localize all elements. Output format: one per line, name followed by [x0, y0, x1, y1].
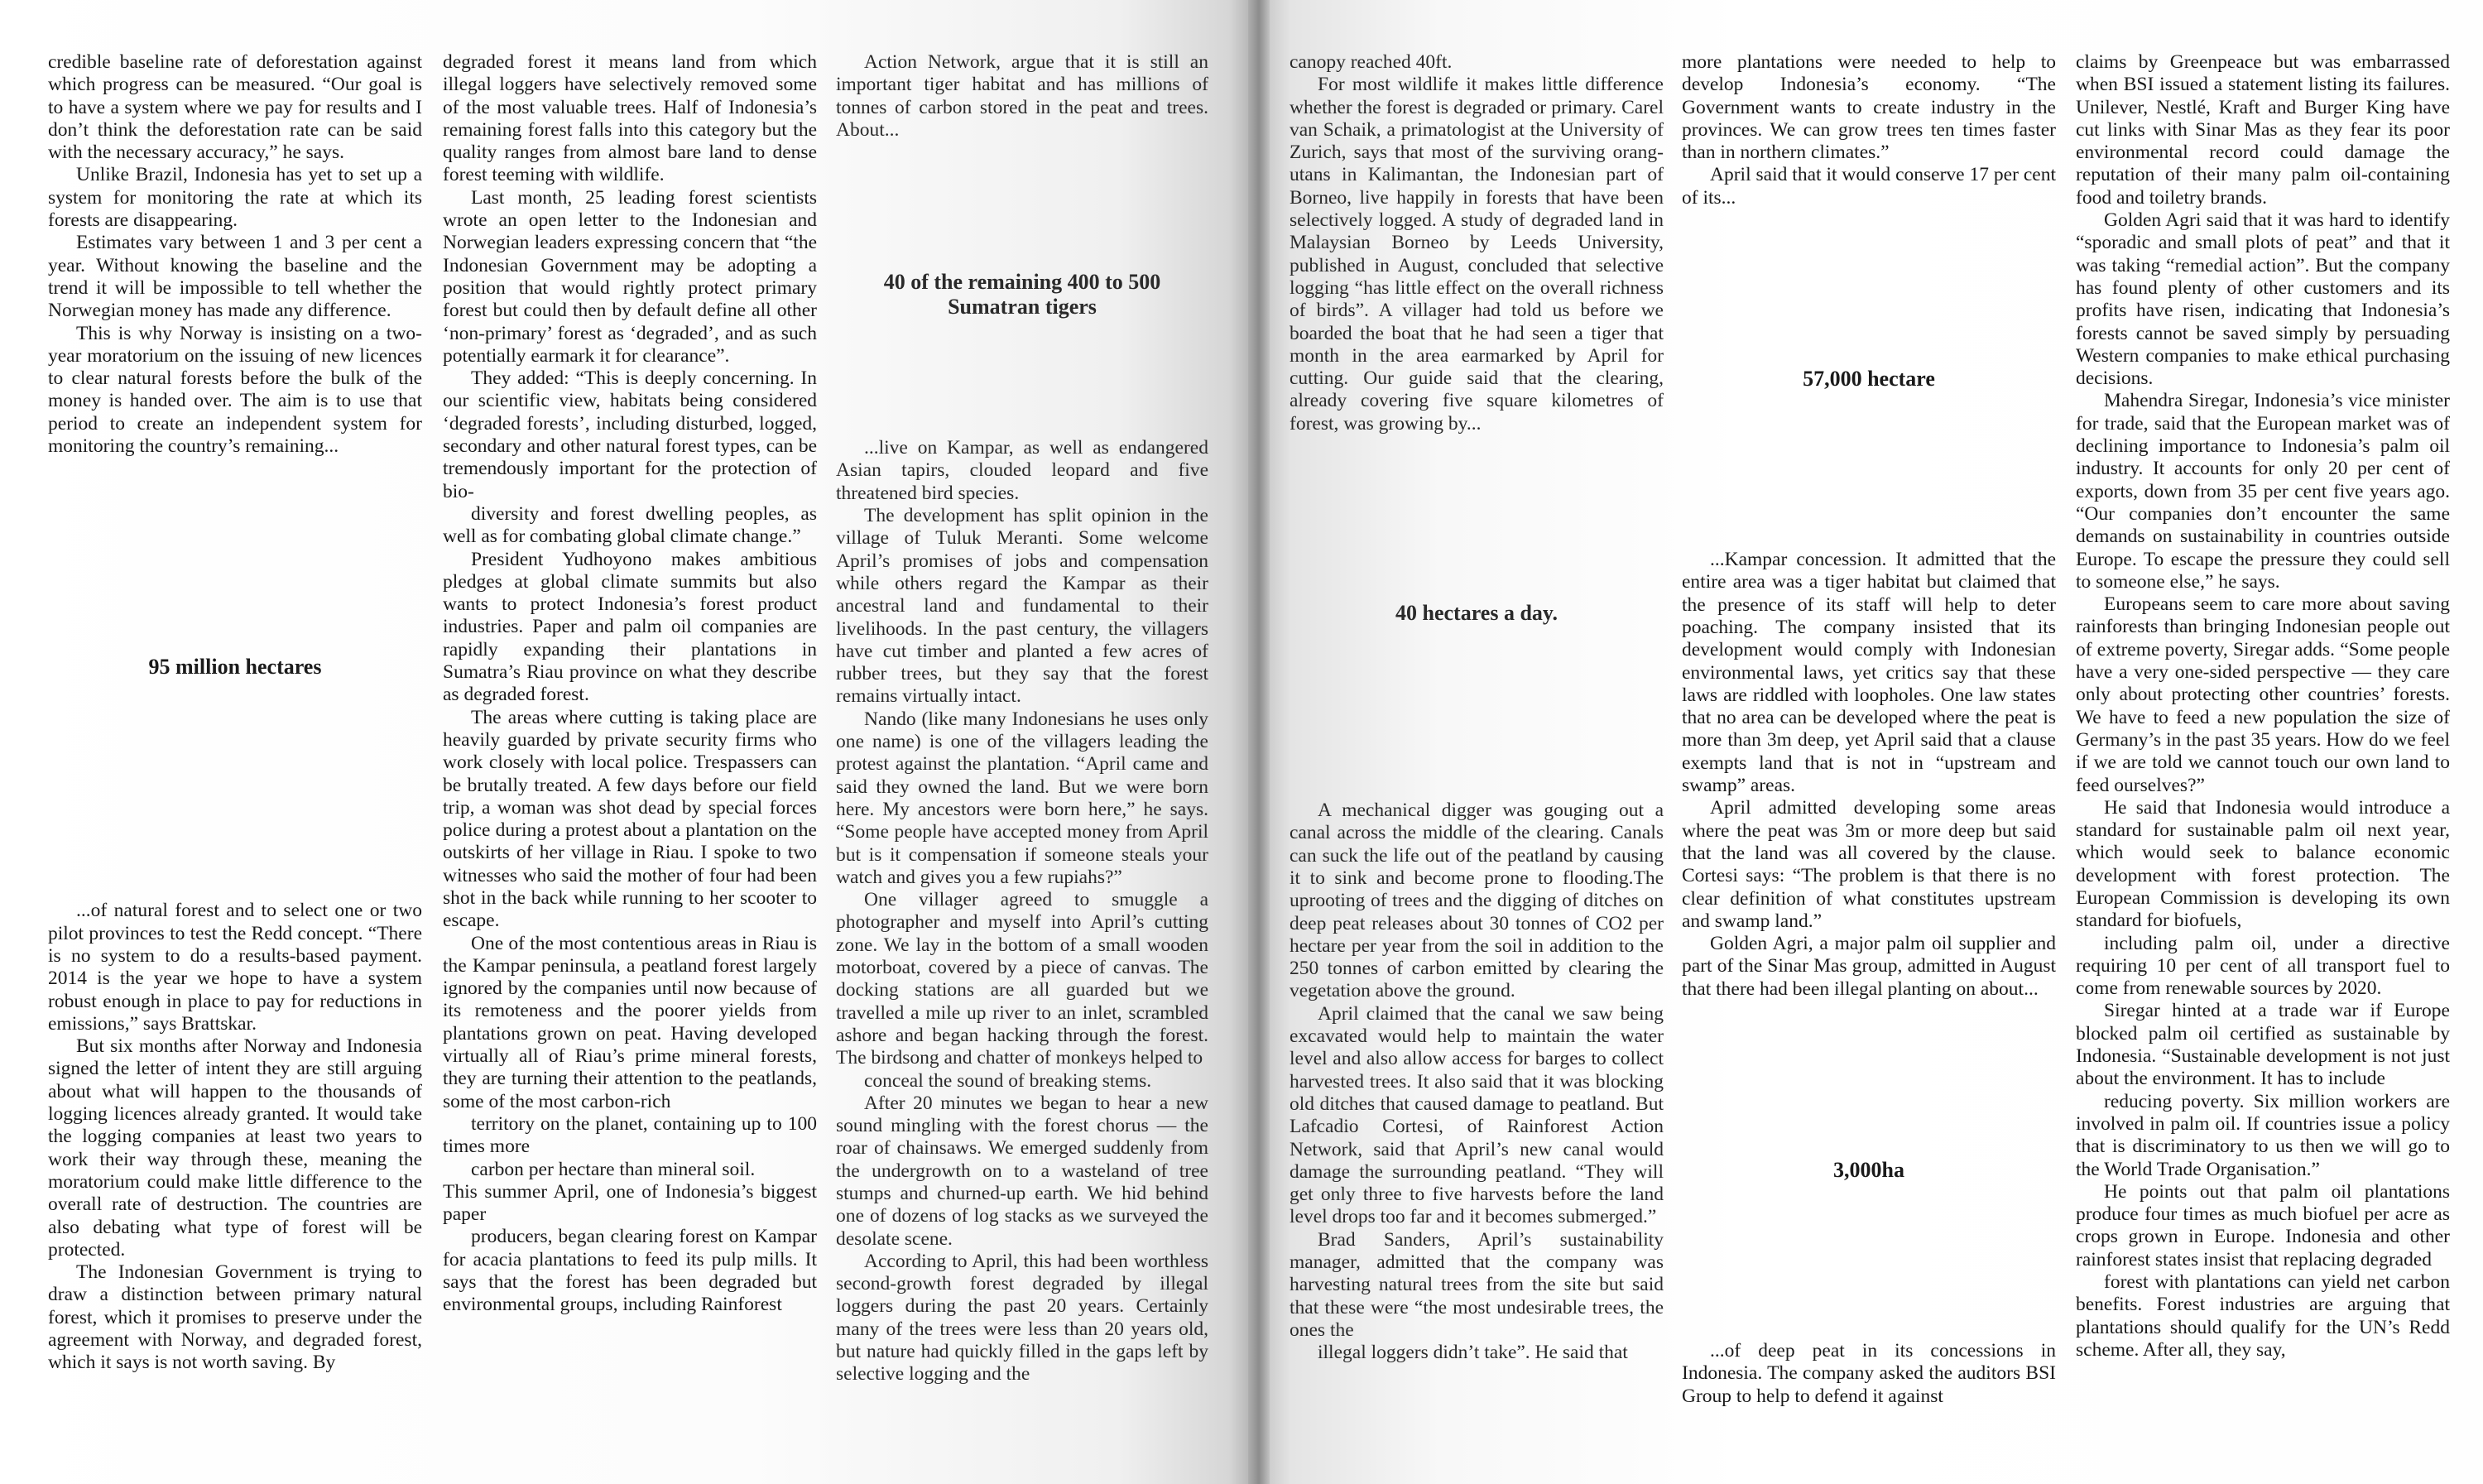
paragraph: For most wildlife it makes little difference whether the forest is degraded or primary. Carel van Schaik, a primatologist at the University of Zurich, says that most of the surviving orang-utans in Kalimantan, the Indonesian part of Borneo, live happily in forests that have been selectively logged. A study of degraded land in Malaysian Borneo by Leeds University, published in August, concluded that selective logging “has little effect on the overall richness of birds”. A villager had told us before we boarded the boat that he had seen a tiger that month in the area earmarked by April for cutting. Our guide said that the clearing, already covering five square kilometres of forest, was growing by... — [1290, 74, 1664, 435]
paragraph: credible baseline rate of deforestation against which progress can be measured. “Our goal is to have a system where we pay for results and I don’t think the deforestation rate can be said with the necessary accuracy,” he says. — [48, 51, 422, 164]
paragraph: carbon per hectare than mineral soil. — [471, 1158, 756, 1180]
paragraph: The development has split opinion in the village of Tuluk Meranti. Some welcome April’s promises of jobs and compensation while others regard the Kampar as their ancestral land and fundamental to their livelihoods. In the past century, the villagers have cut timber and planted a few acres of rubber trees, but they say that the forest remains virtually intact. — [836, 505, 1208, 708]
paragraph: Action Network, argue that it is still an important tiger habitat and has millions of tonnes of carbon stored in the peat and trees. About... — [836, 51, 1208, 141]
left-column-1 — [48, 51, 422, 1467]
paragraph: including palm oil, under a directive requiring 10 per cent of all transport fuel to come from renewable sources by 2020. — [2076, 932, 2450, 1000]
paragraph: But six months after Norway and Indonesia signed the letter of intent they are still arguing about what will happen to the thousands of logging licences already granted. It would take the logging companies at least two years to work their way through these, meaning the moratorium could make little difference to the overall rate of destruction. The countries are also debating what type of forest will be protected. — [48, 1035, 422, 1261]
left-column-3 — [836, 51, 1208, 1467]
pull-quote: 57,000 hectare — [1803, 367, 1935, 391]
paragraph: April said that it would conserve 17 per cent of its... — [1682, 164, 2056, 209]
paragraph: territory on the planet, containing up to 100 times more — [443, 1112, 817, 1158]
paragraph: According to April, this had been worthless second-growth forest degraded by illegal loggers during the past 20 years. Certainly many of the trees were less than 20 years old, but nature had quickly filled in the gaps left by selective logging and the — [836, 1250, 1208, 1386]
pull-quote: 3,000ha — [1833, 1158, 1904, 1183]
left-column-2 — [443, 51, 817, 1467]
paragraph: This summer April, one of Indonesia’s biggest paper — [443, 1180, 817, 1226]
paragraph: ...Kampar concession. It admitted that the entire area was a tiger habitat but claimed that the presence of its staff will help to deter poaching. The company insisted that its development would comply with Indonesian environmental laws, yet critics say that these laws are riddled with loopholes. One law states that no area can be developed where the peat is more than 3m deep, yet April said that a clause exempts land that is not in “upstream and swamp” areas. — [1682, 549, 2056, 797]
paragraph: diversity and forest dwelling peoples, as well as for combating global climate change.” — [443, 502, 817, 548]
paragraph: He said that Indonesia would introduce a standard for sustainable palm oil next year, which would seek to balance economic development with forest protection. The European Commission is developing its own standard for biofuels, — [2076, 796, 2450, 932]
paragraph: more plantations were needed to help to develop Indonesia’s economy. “The Government wants to create industry in the provinces. We can grow trees ten times faster than in northern climates.” — [1682, 51, 2056, 164]
pull-quote: 40 of the remaining 400 to 500 Sumatran tigers — [883, 270, 1161, 319]
paragraph: The Indonesian Government is trying to draw a distinction between primary natural forest, which it promises to preserve under the agreement with Norway, and degraded forest, which it says is not worth saving. By — [48, 1261, 422, 1374]
right-column-2 — [1682, 51, 2056, 1467]
paragraph: ...of deep peat in its concessions in Indonesia. The company asked the auditors BSI Group to help to defend it against — [1682, 1340, 2056, 1407]
paragraph: Mahendra Siregar, Indonesia’s vice minister for trade, said that the European market was of declining importance to Indonesia’s palm oil industry. It accounts for only 20 per cent of exports, down from 35 per cent five years ago. “Our companies don’t encounter the same demands on sustainability in countries outside Europe. To escape the pressure they could sell to someone else,” he says. — [2076, 390, 2450, 593]
paragraph: claims by Greenpeace but was embarrassed when BSI issued a statement listing its failures. Unilever, Nestlé, Kraft and Burger King have cut links with Sinar Mas as they fear its poor environmental record could damage the reputation of their many palm oil-containing food and toiletry brands. — [2076, 51, 2450, 209]
paragraph: Golden Agri, a major palm oil supplier and part of the Sinar Mas group, admitted in August that there had been illegal planting on about... — [1682, 933, 2056, 1000]
paragraph: One villager agreed to smuggle a photographer and myself into April’s cutting zone. We lay in the bottom of a small wooden motorboat, covered by a piece of canvas. The docking stations are all guarded but we travelled a mile up river to an inlet, scrambled ashore and began hacking through the forest. The birdsong and chatter of monkeys helped to — [836, 889, 1208, 1069]
right-column-1 — [1290, 51, 1664, 1467]
paragraph: Last month, 25 leading forest scientists wrote an open letter to the Indonesian and Norwegian leaders expressing concern that “the Indonesian Government may be adopting a position that would rightly protect primary forest but could then by default define all other ‘non-primary’ forest as ‘degraded’, and as such potentially earmark it for clearance”. — [443, 186, 817, 367]
right-page — [1266, 0, 2483, 1484]
right-column-3 — [2076, 51, 2450, 1467]
paragraph: ...live on Kampar, as well as endangered Asian tapirs, clouded leopard and five threatened bird species. — [836, 437, 1208, 504]
pull-quote: 40 hectares a day. — [1395, 601, 1558, 626]
paragraph: This is why Norway is insisting on a two-year moratorium on the issuing of new licences to clear natural forests before the bulk of the money is handed over. The aim is to use that period to create an independent system for monitoring the country’s remaining... — [48, 322, 422, 458]
paragraph: degraded forest it means land from which illegal loggers have selectively removed some of the most valuable trees. Half of Indonesia’s remaining forest falls into this category but the quality ranges from almost bare land to dense forest teeming with wildlife. — [443, 51, 817, 186]
paragraph: Nando (like many Indonesians he uses only one name) is one of the villagers leading the protest against the plantation. “April came and said they owned the land. But we were born here. My ancestors were born here,” he says. “Some people have accepted money from April but is it compensation if someone steals your watch and gives you a few rupiahs?” — [836, 708, 1208, 888]
pull-quote: 95 million hectares — [148, 655, 322, 680]
paragraph: Golden Agri said that it was hard to identify “sporadic and small plots of peat” and that it was taking “remedial action”. But the company has found plenty of other customers and its profits have risen, indicating that Indonesia’s forests cannot be saved simply by persuading Western companies to make ethical purchasing decisions. — [2076, 209, 2450, 390]
paragraph: They added: “This is deeply concerning. In our scientific view, habitats being considered ‘degraded forests’, including disturbed, logged, secondary and other natural forest types, can be tremendously important for the protection of bio- — [443, 367, 817, 502]
paragraph: A mechanical digger was gouging out a canal across the middle of the clearing. Canals can suck the life out of the peatland by causing it to sink and become prone to flooding.The uprooting of trees and the digging of ditches on deep peat releases about 30 tonnes of CO2 per hectare per year from the soil in addition to the 250 tonnes of carbon emitted by clearing the vegetation above the ground. — [1290, 800, 1664, 1002]
paragraph: Europeans seem to care more about saving rainforests than bringing Indonesian people out of extreme poverty, Siregar adds. “Some people have a very one-sided perspective — they care only about protecting other countries’ forests. We have to feed a new population the size of Germany’s in the past 35 years. How do we feel if we are told we cannot touch our own land to feed ourselves?” — [2076, 593, 2450, 796]
paragraph: He points out that palm oil plantations produce four times as much biofuel per acre as crops grown in Europe. Indonesia and other rainforest states insist that replacing degraded — [2076, 1180, 2450, 1270]
paragraph: April claimed that the canal we saw being excavated would help to maintain the water level and also allow access for barges to collect harvested trees. It also said that it was blocking old ditches that caused damage to peatland. But Lafcadio Cortesi, of Rainforest Action Network, said that April’s new canal would damage the surrounding peatland. “They will get only three to five harvests before the land level drops too far and it becomes submerged.” — [1290, 1002, 1664, 1228]
paragraph: reducing poverty. Six million workers are involved in palm oil. If countries issue a policy that is discriminatory to us then we will go to the World Trade Organisation.” — [2076, 1090, 2450, 1180]
paragraph: Siregar hinted at a trade war if Europe blocked palm oil certified as sustainable by Indonesia. “Sustainable development is not just about the environment. It has to include — [2076, 1000, 2450, 1090]
paragraph: Estimates vary between 1 and 3 per cent a year. Without knowing the baseline and the trend it will be impossible to tell whether the Norwegian money has made any difference. — [48, 232, 422, 322]
paragraph: Brad Sanders, April’s sustainability manager, admitted that the company was harvesting natural trees from the site but said that these were “the most undesirable trees, the ones the — [1290, 1228, 1664, 1341]
paragraph: illegal loggers didn’t take”. He said that — [1318, 1342, 1628, 1364]
paragraph: ...of natural forest and to select one or two pilot provinces to test the Redd concept. “There is no system to do a results-based payment. 2014 is the year we hope to have a system robust enough in place to pay for reductions in emissions,” says Brattskar. — [48, 900, 422, 1035]
paragraph: forest with plantations can yield net carbon benefits. Forest industries are arguing that plantations should qualify for the UN’s Redd scheme. After all, they say, — [2076, 1271, 2450, 1361]
paragraph: President Yudhoyono makes ambitious pledges at global climate summits but also wants to protect Indonesia’s forest product industries. Paper and palm oil companies are rapidly expanding their plantations in Sumatra’s Riau province on what they describe as degraded forest. — [443, 548, 817, 706]
paragraph: One of the most contentious areas in Riau is the Kampar peninsula, a peatland forest largely ignored by the companies until now because of its remoteness and the poorer yields from plantations grown on peat. Having developed virtually all of Riau’s prime mineral forests, they are turning their attention to the peatlands, some of the most carbon-rich — [443, 932, 817, 1112]
paragraph: The areas where cutting is taking place are heavily guarded by private security firms who work closely with local police. Trespassers can be brutally treated. A few days before our field trip, a woman was shot dead by special forces police during a protest about a plantation on the outskirts of her village in Riau. I spoke to two witnesses who said the mother of four had been shot in the back while running to her scooter to escape. — [443, 706, 817, 932]
paragraph: April admitted developing some areas where the peat was 3m or more deep but said that the land was all covered by the clause. Cortesi says: “The problem is that there is no clear definition of what constitutes upstream and swamp land.” — [1682, 797, 2056, 932]
paragraph: canopy reached 40ft. — [1290, 51, 1453, 73]
paragraph: Unlike Brazil, Indonesia has yet to set up a system for monitoring the rate at which its forests are disappearing. — [48, 164, 422, 232]
paragraph: producers, began clearing forest on Kampar for acacia plantations to feed its pulp mills. It says that the forest has been degraded but environmental groups, including Rainforest — [443, 1226, 817, 1316]
paragraph: After 20 minutes we began to hear a new sound mingling with the forest chorus — the roar of chainsaws. We emerged suddenly from the undergrowth on to a wasteland of tree stumps and churned-up earth. We hid behind one of dozens of log stacks as we surveyed the desolate scene. — [836, 1092, 1208, 1250]
paragraph: conceal the sound of breaking stems. — [864, 1069, 1152, 1092]
